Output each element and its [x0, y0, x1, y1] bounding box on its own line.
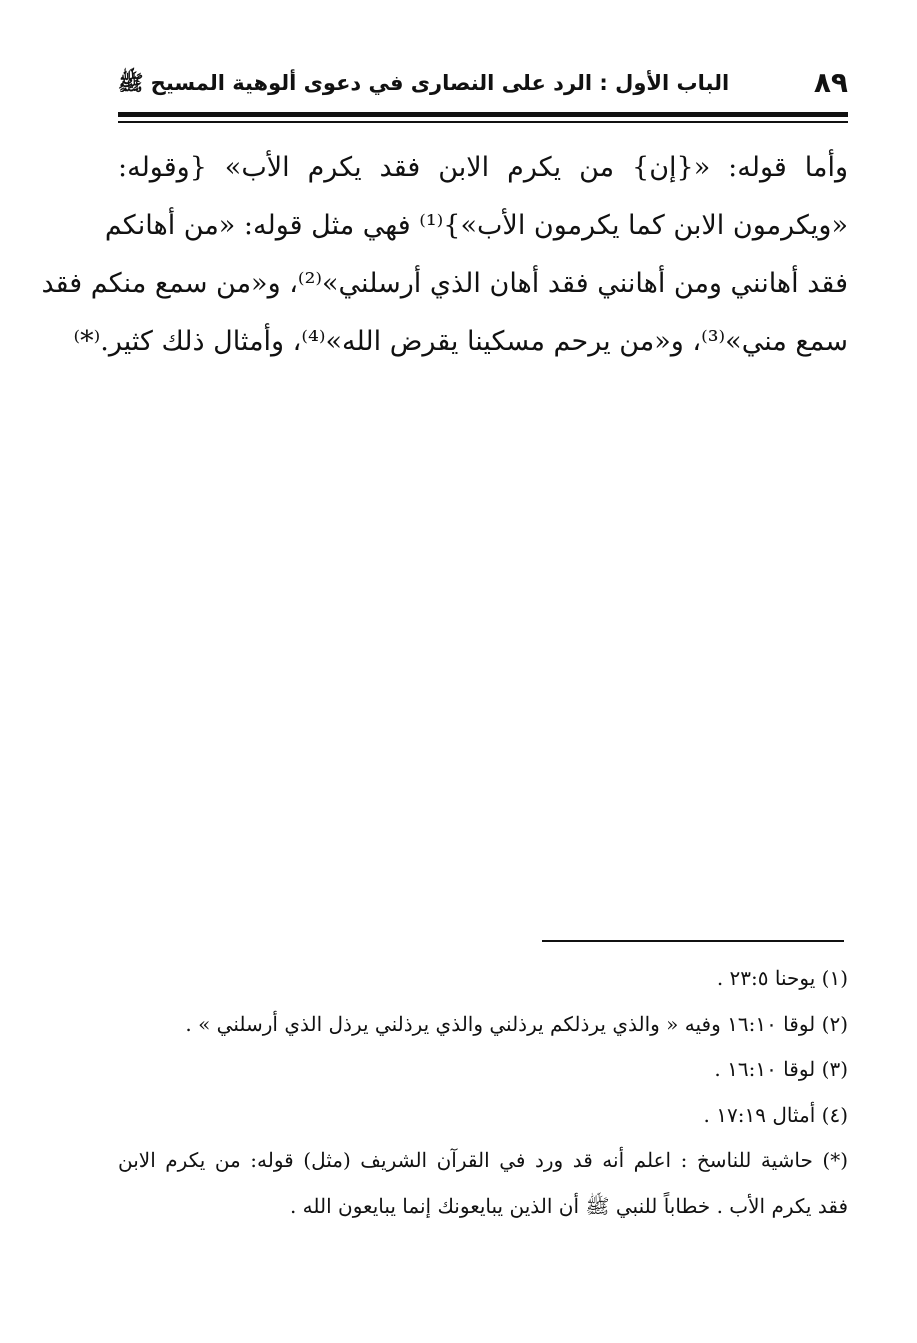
footnote-copyist-line-1: (*) حاشية للناسخ : اعلم أنه قد ورد في القرآن الشريف (مثل) قوله: من يكرم الابن — [118, 1148, 848, 1172]
footnote-separator — [542, 940, 844, 942]
text-line: «ويكرمون الابن كما يكرمون الأب»}⁽¹⁾ فهي مثل قوله: «من أهانكم — [104, 210, 848, 241]
footnote-1: (١) يوحنا ٢٣:٥ . — [716, 966, 848, 990]
page-number: ٨٩ — [813, 66, 848, 99]
header-rule-thick — [118, 112, 848, 117]
page-header — [118, 66, 848, 106]
footnote-3: (٣) لوقا ١٦:١٠ . — [714, 1057, 848, 1081]
text-line: سمع مني»⁽³⁾، و«من يرحم مسكينا يقرض الله»⁽⁴⁾، وأمثال ذلك كثير.⁽*⁾ — [73, 326, 848, 357]
footnote-copyist-line-2: فقد يكرم الأب . خطاباً للنبي ﷺ أن الذين يبايعونك إنما يبايعون الله . — [289, 1193, 848, 1218]
header-rule-thin — [118, 121, 848, 123]
text-line: فقد أهانني ومن أهانني فقد أهان الذي أرسلني»⁽²⁾، و«من سمع منكم فقد — [41, 268, 848, 299]
text-line: وأما قوله: «{إن} من يكرم الابن فقد يكرم الأب» {وقوله: — [118, 152, 848, 183]
footnotes — [118, 958, 848, 1231]
main-text — [41, 142, 848, 374]
footnote-4: (٤) أمثال ١٧:١٩ . — [703, 1102, 848, 1127]
running-title: الباب الأول : الرد على النصارى في دعوى ألوهية المسيح ﷺ — [118, 71, 730, 95]
footnote-2: (٢) لوقا ١٦:١٠ وفيه « والذي يرذلكم يرذلني والذي يرذلني يرذل الذي أرسلني » . — [185, 1011, 848, 1036]
